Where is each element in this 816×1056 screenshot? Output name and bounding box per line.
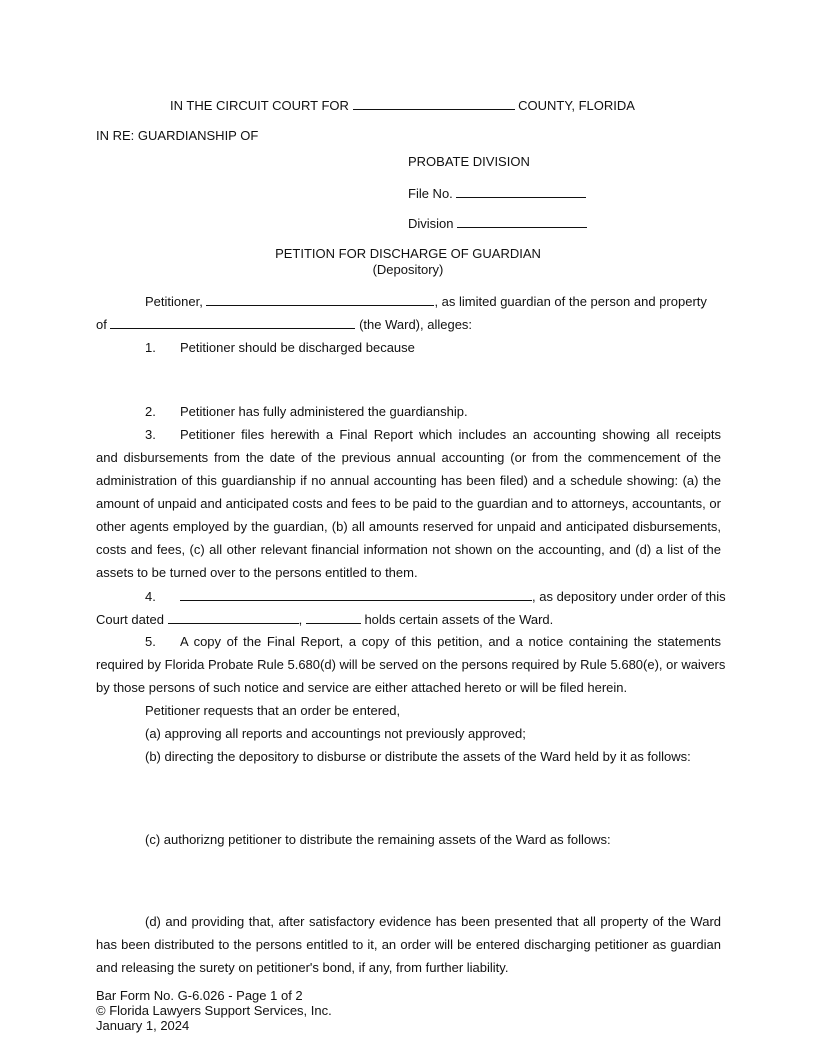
document-subtitle: (Depository) [372,262,444,277]
request-d-line-3: and releasing the surety on petitioner's bond, if any, from further liability. [96,960,509,975]
item-5-line-1: 5. A copy of the Final Report, a copy of this petition, and a notice containing the statements [145,634,721,649]
petitioner-name-blank[interactable] [206,293,434,306]
footer-copyright: © Florida Lawyers Support Services, Inc. [96,1003,332,1018]
request-a: (a) approving all reports and accountings not previously approved; [145,726,526,741]
requests-intro: Petitioner requests that an order be entered, [145,703,401,718]
file-no-line: File No. [408,185,586,202]
item-2: 2. Petitioner has fully administered the guardianship. [145,404,468,419]
division-line: Division [408,215,587,232]
item-1: 1. Petitioner should be discharged because [145,340,415,355]
item-3-line-7: assets to be turned over to the persons entitled to them. [96,565,418,580]
item-3-line-4: amount of unpaid and anticipated costs and fees to be paid to the guardian and to attorneys, accountants, or [96,496,721,511]
order-date-blank[interactable] [168,611,299,624]
probate-division: PROBATE DIVISION [408,154,530,169]
court-heading: IN THE CIRCUIT COURT FOR COUNTY, FLORIDA [170,98,635,113]
request-b: (b) directing the depository to disburse or distribute the assets of the Ward held by it as follows: [145,749,691,764]
county-blank[interactable] [353,97,515,110]
division-blank[interactable] [457,215,587,228]
footer-date: January 1, 2024 [96,1018,190,1033]
item-4-line-1: 4. , as depository under order of this [145,589,726,604]
item-3-line-3: administration of this guardianship if no annual accounting has been filed) and a schedule showing: (a) the [96,473,721,488]
file-no-blank[interactable] [456,185,586,198]
item-3-line-5: other agents employed by the guardian, (b) all amounts reserved for unpaid and anticipated disbursements, [96,519,721,534]
depository-name-blank[interactable] [180,588,532,601]
request-d-line-2: has been distributed to the persons entitled to it, an order will be entered discharging petitioner as guardian [96,937,721,952]
request-d-line-1: (d) and providing that, after satisfactory evidence has been presented that all property of the Ward [145,914,721,929]
document-title: PETITION FOR DISCHARGE OF GUARDIAN [275,246,541,261]
item-5-line-3: by those persons of such notice and service are either attached hereto or will be filed herein. [96,680,628,695]
item-4-line-2: Court dated , holds certain assets of the Ward. [96,612,554,627]
item-3-line-1: 3. Petitioner files herewith a Final Report which includes an accounting showing all receipts [145,427,721,442]
item-3-line-2: and disbursements from the date of the previous annual accounting (or from the commencement of the [96,450,721,465]
petitioner-line: Petitioner, , as limited guardian of the person and property [145,294,707,309]
item-5-line-2: required by Florida Probate Rule 5.680(d) will be served on the persons required by Rule 5.680(e), or waivers [96,657,726,672]
request-c: (c) authorizng petitioner to distribute the remaining assets of the Ward as follows: [145,832,611,847]
in-re-heading: IN RE: GUARDIANSHIP OF [96,128,259,143]
footer-form-no: Bar Form No. G-6.026 - Page 1 of 2 [96,988,303,1003]
order-year-blank[interactable] [306,611,361,624]
item-3-line-6: costs and fees, (c) all other relevant financial information not shown on the accounting, and (d) a list of the [96,542,721,557]
ward-line: of (the Ward), alleges: [96,317,473,332]
ward-name-blank[interactable] [110,316,355,329]
